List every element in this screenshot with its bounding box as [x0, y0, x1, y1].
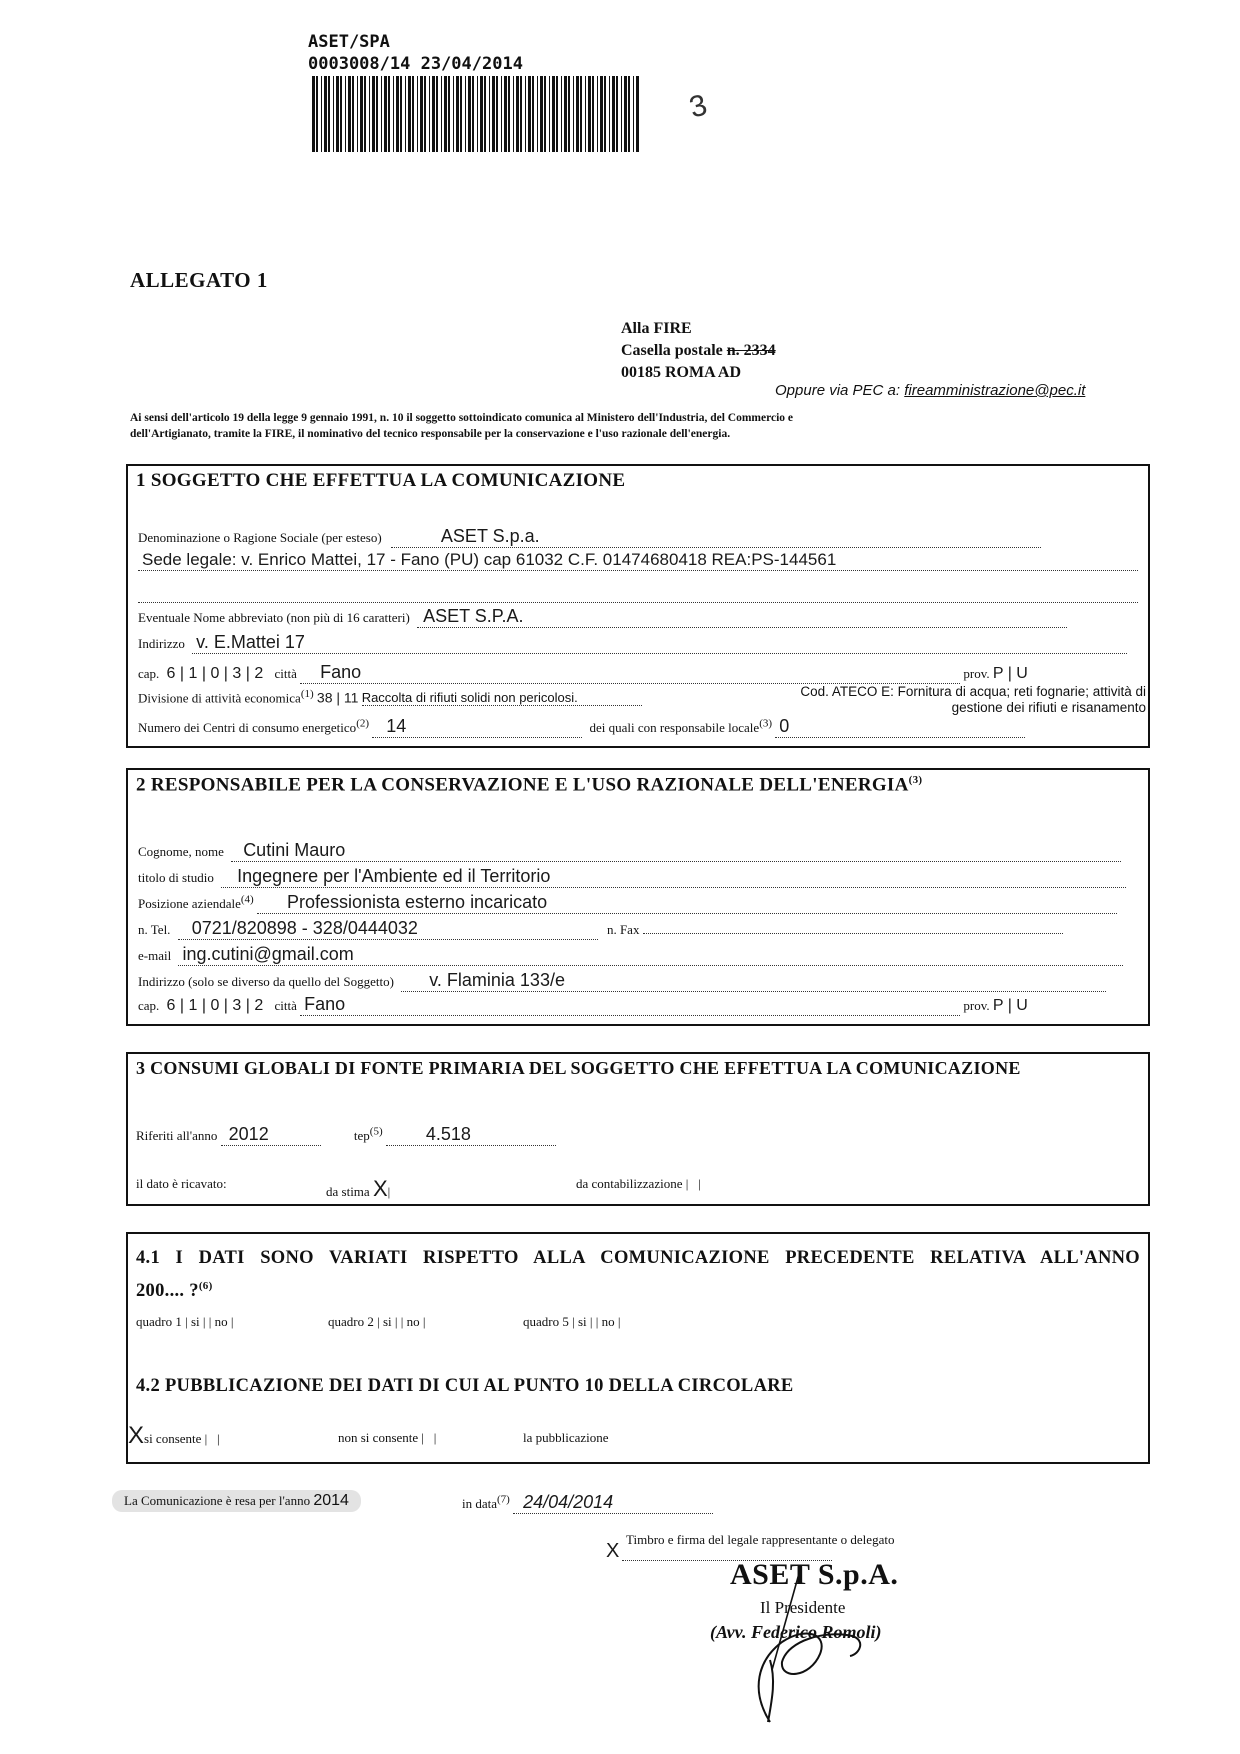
barcode-bar [585, 76, 586, 152]
barcode-bar [532, 76, 534, 152]
barcode-bar [489, 76, 490, 152]
anno-field[interactable] [221, 1124, 321, 1146]
barcode-bar [333, 76, 334, 152]
prov-value: P | U [992, 665, 1028, 682]
quadro5-option[interactable]: quadro 5 | si | | no | [523, 1314, 621, 1329]
anno-value: 2012 [228, 1124, 269, 1144]
centri-label: Numero dei Centri di consumo energetico [138, 720, 357, 735]
barcode-bar [321, 76, 322, 152]
stima-label: da stima [326, 1184, 370, 1199]
barcode-bar [424, 76, 426, 152]
posizione-row [138, 892, 1142, 914]
section-4-1-year: 200.... ? [136, 1281, 199, 1302]
barcode-bar [612, 76, 615, 152]
section-4-1-title: 4.1 I DATI SONO VARIATI RISPETTO ALLA COMUNICAZIONE PRECEDENTE RELATIVA ALL'ANNO [136, 1248, 1140, 1268]
cap-label: cap. [138, 666, 160, 681]
non-consente-label: non si consente [338, 1430, 419, 1445]
barcode-bar [597, 76, 598, 152]
barcode-bar [432, 76, 435, 152]
divisione-label: Divisione di attività economica [138, 690, 301, 706]
resa-year: 2014 [313, 1492, 349, 1509]
posizione-footnote: (4) [240, 893, 254, 906]
barcode-bar [408, 76, 411, 152]
barcode-bar [460, 76, 462, 152]
barcode-bar [513, 76, 514, 152]
barcode-bar [328, 76, 330, 152]
centri-field[interactable] [372, 716, 582, 738]
email-value: ing.cutini@gmail.com [182, 944, 354, 964]
recipient-line3: 00185 ROMA AD [621, 364, 741, 381]
timbro-label: Timbro e firma del legale rappresentante o delegato [626, 1532, 895, 1547]
barcode-bar [396, 76, 399, 152]
intro-text [130, 410, 1140, 442]
fax-field[interactable] [643, 933, 1063, 934]
citta-field[interactable] [300, 662, 960, 684]
citta2-value: Fano [304, 994, 346, 1014]
prov2-label: prov. [963, 998, 990, 1013]
barcode-bar [480, 76, 483, 152]
cognome-field[interactable] [231, 840, 1121, 862]
tel-row [138, 918, 1142, 940]
cap-value: 6 | 1 | 0 | 3 | 2 [166, 665, 264, 682]
barcode-bar [357, 76, 358, 152]
stamp-role: Il Presidente [760, 1598, 846, 1617]
posizione-value: Professionista esterno incaricato [286, 892, 548, 912]
indirizzo-label: Indirizzo [138, 636, 185, 651]
email-label: e-mail [138, 948, 172, 963]
data-row [462, 1492, 713, 1514]
barcode-bar [393, 76, 394, 152]
indirizzo2-field[interactable] [401, 970, 1106, 992]
barcode-bar [564, 76, 567, 152]
barcode-bar [468, 76, 471, 152]
barcode-bar [405, 76, 406, 152]
resp-locale-label: dei quali con responsabile locale [589, 720, 760, 735]
nome-abbreviato-field[interactable] [417, 606, 1067, 628]
barcode-bar [348, 76, 351, 152]
barcode-bar [492, 76, 495, 152]
resa-label: La Comunicazione è resa per l'anno [124, 1493, 311, 1508]
barcode-bar [420, 76, 423, 152]
barcode-bar [556, 76, 558, 152]
divisione-footnote: (1) [300, 688, 314, 700]
barcode-bar [400, 76, 402, 152]
barcode-bar [369, 76, 370, 152]
denominazione-value: ASET S.p.a. [440, 526, 540, 546]
sede-extra-line [138, 586, 1138, 603]
barcode-bar [388, 76, 390, 152]
barcode-bar [592, 76, 594, 152]
barcode-bar [436, 76, 438, 152]
intro-line-1: Ai sensi dell'articolo 19 della legge 9 gennaio 1991, n. 10 il soggetto sottoindicato comunica al Ministero dell'Industria, del Commercio e [130, 412, 794, 424]
handwritten-mark: 3 [685, 88, 711, 125]
cognome-row [138, 840, 1142, 862]
tel-value: 0721/820898 - 328/0444032 [191, 918, 418, 938]
barcode-bar [360, 76, 363, 152]
tep-value: 4.518 [425, 1124, 471, 1144]
stima-checkbox-mark: X [372, 1176, 388, 1201]
email-field[interactable] [178, 944, 1123, 966]
protocol-company: ASET/SPA [308, 32, 390, 52]
barcode-bar [600, 76, 603, 152]
sede-value: Sede legale: v. Enrico Mattei, 17 - Fano (PU) cap 61032 C.F. 01474680418 REA:PS-144561 [142, 550, 837, 569]
barcode-bar [316, 76, 318, 152]
protocol-number: 0003008/14 23/04/2014 [308, 54, 523, 74]
sede-field[interactable] [138, 550, 1138, 571]
section-3-box [126, 1052, 1150, 1206]
data-label: in data [462, 1496, 498, 1511]
barcode-bar [453, 76, 454, 152]
barcode-bar [384, 76, 387, 152]
pec-line [775, 382, 1085, 399]
barcode-bar [540, 76, 543, 152]
posizione-field[interactable] [257, 892, 1117, 914]
barcode-bar [372, 76, 375, 152]
section-4-2-title: 4.2 PUBBLICAZIONE DEI DATI DI CUI AL PUNTO 10 DELLA CIRCOLARE [136, 1376, 794, 1396]
barcode-bar [508, 76, 510, 152]
nome-abbreviato-row [138, 606, 1138, 628]
posizione-label: Posizione aziendale [138, 896, 241, 911]
non-consente-option[interactable]: non si consente | | [338, 1430, 437, 1445]
barcode-bar [465, 76, 466, 152]
quadro1-option[interactable]: quadro 1 | si | | no | [136, 1314, 234, 1329]
barcode-bar [528, 76, 531, 152]
barcode-bar [484, 76, 486, 152]
stima-option[interactable]: da stima X| [326, 1176, 391, 1201]
ricavato-label: il dato è ricavato: [136, 1176, 227, 1191]
barcode-bar [364, 76, 366, 152]
resp-locale-value: 0 [779, 716, 790, 736]
barcode-bar [504, 76, 507, 152]
section-2-title-text: 2 RESPONSABILE PER LA CONSERVAZIONE E L'USO RAZIONALE DELL'ENERGIA [136, 774, 909, 796]
centri-value: 14 [386, 716, 407, 736]
denominazione-field[interactable] [391, 526, 1041, 548]
cap-row [138, 662, 1142, 684]
barcode-bar [628, 76, 630, 152]
barcode-bar [616, 76, 618, 152]
si-consente-label: si consente [144, 1431, 202, 1446]
barcode-bar [568, 76, 570, 152]
tel-field[interactable] [178, 918, 598, 940]
barcode-bar [544, 76, 546, 152]
barcode-bar [345, 76, 346, 152]
indirizzo2-label: Indirizzo (solo se diverso da quello del Soggetto) [138, 974, 394, 989]
barcode-bar [381, 76, 382, 152]
barcode-bar [412, 76, 414, 152]
ateco-block [706, 684, 1146, 716]
tel-label: n. Tel. [138, 922, 171, 937]
divisione-value: Raccolta di rifiuti solidi non pericolosi. [362, 690, 642, 706]
section-1-box [126, 464, 1150, 748]
quadro2-option[interactable]: quadro 2 | si | | no | [328, 1314, 426, 1329]
indirizzo-field[interactable] [192, 632, 1127, 654]
si-consente-option[interactable]: Xsi consente | | [128, 1422, 220, 1449]
stamp-company: ASET S.p.A. [730, 1558, 899, 1591]
ricavato-row [136, 1176, 1136, 1201]
tep-field[interactable] [386, 1124, 556, 1146]
barcode-bar [552, 76, 555, 152]
resp-locale-field[interactable] [775, 716, 1025, 738]
resp-locale-footnote: (3) [759, 717, 773, 730]
prov-label: prov. [963, 666, 990, 681]
nome-abbreviato-label: Eventuale Nome abbreviato (non più di 16 caratteri) [138, 610, 410, 625]
attachment-title: ALLEGATO 1 [130, 268, 268, 292]
section-2-footnote: (3) [908, 774, 923, 786]
recipient-po-box-label: Casella postale [621, 342, 727, 359]
fax-label: n. Fax [606, 922, 640, 937]
protocol-barcode [310, 76, 642, 152]
cognome-label: Cognome, nome [138, 844, 224, 859]
barcode-bar [561, 76, 562, 152]
barcode-bar [621, 76, 622, 152]
barcode-bar [609, 76, 610, 152]
recipient-line1: Alla FIRE [621, 320, 692, 337]
barcode-bar [376, 76, 378, 152]
contab-label: da contabilizzazione [576, 1176, 683, 1191]
citta2-field[interactable] [300, 994, 960, 1016]
data-value: 24/04/2014 [523, 1492, 614, 1512]
cap2-value: 6 | 1 | 0 | 3 | 2 [166, 997, 264, 1014]
centri-row [138, 716, 1142, 738]
centri-footnote: (2) [356, 717, 370, 730]
data-field[interactable] [513, 1492, 713, 1514]
barcode-bar [636, 76, 639, 152]
denominazione-row [138, 526, 1138, 548]
titolo-value: Ingegnere per l'Ambiente ed il Territorio [237, 866, 551, 886]
barcode-bar [537, 76, 538, 152]
intro-line-2: dell'Artigianato, tramite la FIRE, il nominativo del tecnico responsabile per la conservazione e l'uso razionale dell'energia. [130, 428, 731, 440]
titolo-label: titolo di studio [138, 870, 214, 885]
ateco-line-2: gestione dei rifiuti e risanamento [951, 700, 1146, 715]
barcode-bar [549, 76, 550, 152]
contab-option[interactable]: da contabilizzazione | | [576, 1176, 701, 1191]
barcode-bar [441, 76, 442, 152]
section-1-title: 1 SOGGETTO CHE EFFETTUA LA COMUNICAZIONE [136, 470, 626, 491]
pec-label: Oppure via PEC a: [775, 382, 905, 399]
tep-footnote: (5) [369, 1125, 383, 1138]
barcode-bar [520, 76, 522, 152]
anno-row [136, 1124, 556, 1146]
indirizzo-value: v. E.Mattei 17 [196, 632, 305, 652]
section-2-title [136, 774, 922, 796]
citta2-label: città [274, 998, 297, 1013]
barcode-bar [336, 76, 339, 152]
citta-value: Fano [320, 662, 362, 682]
anno-label: Riferiti all'anno [136, 1128, 218, 1143]
barcode-bar [312, 76, 315, 152]
barcode-bar [444, 76, 447, 152]
section-4-1-title-line2 [136, 1280, 213, 1302]
barcode-bar [501, 76, 502, 152]
titolo-row [138, 866, 1142, 888]
cognome-value: Cutini Mauro [243, 840, 346, 860]
barcode-bar [429, 76, 430, 152]
section-4-1-footnote: (6) [198, 1280, 213, 1292]
section-3-title: 3 CONSUMI GLOBALI DI FONTE PRIMARIA DEL SOGGETTO CHE EFFETTUA LA COMUNICAZIONE [136, 1058, 1021, 1078]
company-stamp [710, 1550, 970, 1730]
indirizzo2-row [138, 970, 1142, 992]
barcode-bar [417, 76, 418, 152]
barcode-bar [448, 76, 450, 152]
tep-label: tep [353, 1128, 370, 1143]
barcode-bar [496, 76, 498, 152]
barcode-bar [633, 76, 634, 152]
email-row [138, 944, 1142, 966]
barcode-bar [573, 76, 574, 152]
barcode-bar [588, 76, 591, 152]
pec-email-link[interactable]: fireamministrazione@pec.it [904, 382, 1086, 399]
denominazione-label: Denominazione o Ragione Sociale (per esteso) [138, 530, 382, 545]
pubblicazione-label: la pubblicazione [523, 1430, 609, 1445]
cap2-label: cap. [138, 998, 160, 1013]
titolo-field[interactable] [221, 866, 1126, 888]
barcode-graphic [310, 76, 642, 152]
citta-label: città [274, 666, 297, 681]
barcode-bar [576, 76, 579, 152]
resa-badge [112, 1490, 361, 1512]
prov2-value: P | U [992, 997, 1028, 1014]
cap2-row [138, 994, 1142, 1016]
barcode-bar [525, 76, 526, 152]
barcode-bar [472, 76, 474, 152]
nome-abbreviato-value: ASET S.P.A. [423, 606, 524, 626]
barcode-bar [456, 76, 459, 152]
divisione-code: 38 | 11 [316, 689, 359, 706]
barcode-bar [340, 76, 342, 152]
ateco-line-1: Cod. ATECO E: Fornitura di acqua; reti fognarie; attività di [800, 684, 1146, 699]
barcode-bar [516, 76, 519, 152]
section-4-box [126, 1232, 1150, 1464]
section-2-box [126, 768, 1150, 1026]
barcode-bar [580, 76, 582, 152]
indirizzo-row [138, 632, 1138, 654]
si-consente-mark: X [128, 1422, 145, 1449]
barcode-bar [604, 76, 606, 152]
recipient-po-box-struck: n. 2334 [726, 342, 776, 359]
recipient-block [621, 318, 776, 384]
barcode-bar [324, 76, 327, 152]
barcode-bar [624, 76, 627, 152]
indirizzo2-value: v. Flaminia 133/e [429, 970, 565, 990]
recipient-line2 [621, 340, 776, 362]
barcode-bar [352, 76, 354, 152]
data-footnote: (7) [497, 1493, 510, 1506]
handwritten-signature [710, 1550, 970, 1730]
sign-mark: X [606, 1540, 620, 1562]
barcode-bar [477, 76, 478, 152]
stamp-name: (Avv. Federico Romoli) [710, 1622, 882, 1642]
